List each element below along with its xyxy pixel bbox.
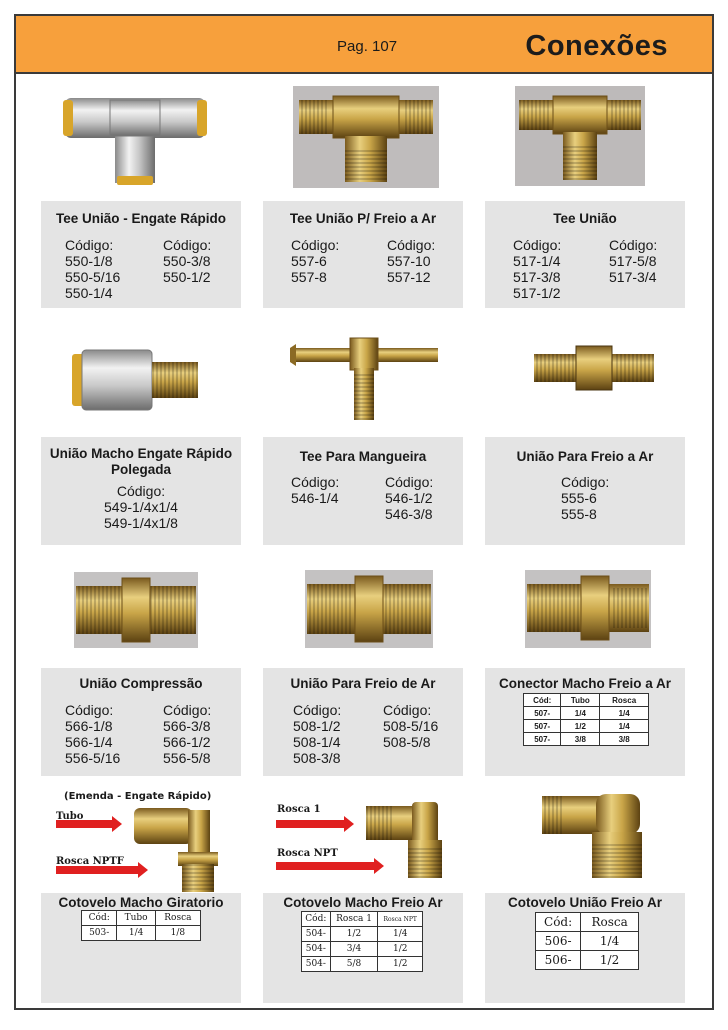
code-label: Código:: [387, 237, 436, 253]
code-value: 550-3/8: [163, 253, 211, 269]
table-header: Cód:: [82, 911, 117, 926]
table-cell: 3/8: [600, 733, 649, 746]
product-photo-conector-macho: [525, 570, 651, 648]
product-title: Cotovelo Macho Freio Ar: [283, 895, 443, 910]
table-cell: 1/2: [581, 951, 639, 970]
code-label: Código:: [513, 237, 562, 253]
product-card-503: [41, 893, 241, 1003]
code-value: 546-1/4: [291, 490, 339, 506]
code-value: 550-5/16: [65, 269, 121, 285]
code-value: 517-3/8: [513, 269, 561, 285]
code-value: 517-3/4: [609, 269, 657, 285]
code-value: 508-3/8: [293, 750, 341, 766]
table-header-row: [302, 912, 423, 927]
table-row: [524, 707, 649, 720]
code-column-left: [65, 237, 120, 301]
code-label: Código:: [65, 237, 114, 253]
code-value: 508-1/4: [293, 734, 341, 750]
code-column-right: [385, 474, 433, 522]
code-value: 556-5/16: [65, 750, 121, 766]
table-header: Cód:: [524, 694, 561, 707]
product-card-517: [485, 201, 685, 308]
product-card-550: [41, 201, 241, 308]
product-photo-tee-engate: [55, 88, 215, 193]
table-cell: 503-: [82, 926, 117, 941]
code-value: 566-1/8: [65, 718, 113, 734]
table-cell: 504-: [302, 957, 331, 972]
table-header: Rosca 1: [330, 912, 378, 927]
table-cell: 1/2: [378, 957, 423, 972]
product-card-508: [263, 668, 463, 776]
product-card-506: [485, 893, 685, 1003]
code-column-right: [163, 237, 211, 285]
table-cell: 1/4: [581, 932, 639, 951]
code-value: 549-1/4x1/8: [104, 515, 178, 531]
code-column-right: [609, 237, 657, 285]
table-header-row: [82, 911, 201, 926]
table-cell: 3/8: [561, 733, 600, 746]
arrow-icon: [276, 858, 384, 874]
code-value: 517-1/2: [513, 285, 561, 301]
code-column-left: [65, 702, 120, 766]
product-photo-uniao-freio-de-ar: [305, 570, 433, 648]
table-row: [524, 733, 649, 746]
annotation-rosca-npt: Rosca NPT: [277, 848, 338, 859]
table-cell: 1/4: [378, 927, 423, 942]
spec-table: [535, 912, 639, 970]
code-column-right: [387, 237, 435, 285]
table-row: [524, 720, 649, 733]
code-value: 557-6: [291, 253, 327, 269]
product-title: União Compressão: [79, 676, 203, 691]
product-title: União Para Freio a Ar: [516, 449, 654, 464]
table-cell: 504-: [302, 927, 331, 942]
code-column-right: [383, 702, 438, 750]
code-label: Código:: [65, 702, 114, 718]
code-label: Código:: [561, 474, 610, 490]
product-photo-tee-uniao: [515, 86, 645, 186]
spec-table: [301, 911, 423, 972]
code-column-left: [291, 474, 339, 506]
table-cell: 1/2: [378, 942, 423, 957]
code-value: 557-8: [291, 269, 327, 285]
annotation-tubo: Tubo: [56, 811, 84, 822]
annotation-rosca-nptf: Rosca NPTF: [56, 856, 124, 867]
table-header: Rosca NPT: [378, 912, 423, 927]
product-photo-cotovelo-freio: [274, 800, 444, 880]
code-value: 508-1/2: [293, 718, 341, 734]
table-header: Rosca: [155, 911, 200, 926]
product-title: Tee Para Mangueira: [299, 449, 427, 464]
code-column: [41, 483, 241, 531]
code-label: Código:: [291, 237, 340, 253]
code-column-left: [293, 702, 341, 766]
code-value: 557-10: [387, 253, 431, 269]
table-row: [302, 957, 423, 972]
product-card-566: [41, 668, 241, 776]
table-header: Rosca: [600, 694, 649, 707]
annotation-emenda: (Emenda - Engate Rápido): [64, 791, 212, 802]
table-cell: 1/4: [600, 720, 649, 733]
arrow-icon: [56, 862, 148, 878]
code-value: 556-5/8: [163, 750, 211, 766]
page-title: Conexões: [525, 30, 668, 62]
code-value: 555-6: [561, 490, 597, 506]
product-card-549: [41, 437, 241, 545]
page-number: Pag. 107: [337, 38, 398, 55]
code-value: 508-5/16: [383, 718, 439, 734]
code-value: 557-12: [387, 269, 431, 285]
table-cell: 507-: [524, 707, 561, 720]
code-label: Código:: [383, 702, 432, 718]
table-cell: 1/4: [561, 707, 600, 720]
table-cell: 1/4: [600, 707, 649, 720]
code-column-left: [513, 237, 561, 301]
code-value: 546-3/8: [385, 506, 433, 522]
table-row: [302, 942, 423, 957]
product-title: Conector Macho Freio a Ar: [498, 676, 672, 691]
product-card-557: [263, 201, 463, 308]
table-cell: 507-: [524, 733, 561, 746]
product-title: Cotovelo Macho Giratorio: [58, 895, 224, 910]
spec-table: [81, 910, 201, 941]
product-photo-cotovelo-giratorio: [52, 804, 242, 894]
table-header: Cód:: [536, 913, 581, 932]
code-label: Código:: [163, 702, 212, 718]
table-header: Cód:: [302, 912, 331, 927]
product-card-504: [263, 893, 463, 1003]
product-title: Cotovelo União Freio Ar: [507, 895, 662, 910]
table-header: Tubo: [117, 911, 155, 926]
annotation-rosca1: Rosca 1: [277, 804, 321, 815]
table-cell: 5/8: [330, 957, 378, 972]
product-photo-tee-freio: [293, 86, 439, 188]
code-column-right: [163, 702, 211, 766]
code-label: Código:: [291, 474, 340, 490]
code-value: 546-1/2: [385, 490, 433, 506]
product-photo-uniao-macho: [68, 344, 202, 424]
product-title: União Para Freio de Ar: [290, 676, 436, 691]
product-title: Tee União P/ Freio a Ar: [289, 211, 437, 226]
table-cell: 1/2: [561, 720, 600, 733]
code-value: 566-3/8: [163, 718, 211, 734]
table-cell: 1/4: [117, 926, 155, 941]
code-label: Código:: [609, 237, 658, 253]
code-label: Código:: [293, 702, 342, 718]
product-photo-uniao-freio: [532, 342, 656, 394]
code-label: Código:: [385, 474, 434, 490]
code-value: 566-1/4: [65, 734, 113, 750]
product-title: Tee União: [553, 211, 617, 226]
product-card-507: [485, 668, 685, 776]
table-cell: 506-: [536, 932, 581, 951]
code-value: 517-5/8: [609, 253, 657, 269]
table-row: [82, 926, 201, 941]
code-label: Código:: [163, 237, 212, 253]
spec-table: [523, 693, 649, 746]
product-card-546: [263, 437, 463, 545]
table-cell: 1/2: [330, 927, 378, 942]
table-row: [536, 951, 639, 970]
arrow-icon: [56, 816, 122, 832]
table-cell: 1/8: [155, 926, 200, 941]
table-row: [536, 932, 639, 951]
product-card-555: [485, 437, 685, 545]
product-photo-tee-mangueira: [288, 322, 440, 422]
code-column-left: [291, 237, 339, 285]
product-title: Tee União - Engate Rápido: [55, 211, 226, 226]
table-cell: 507-: [524, 720, 561, 733]
arrow-icon: [276, 816, 354, 832]
code-column: [561, 474, 609, 522]
table-cell: 506-: [536, 951, 581, 970]
code-value: 549-1/4x1/4: [104, 499, 178, 515]
table-header-row: [524, 694, 649, 707]
code-value: 566-1/2: [163, 734, 211, 750]
product-photo-cotovelo-uniao: [540, 792, 644, 880]
product-photo-uniao-compressao: [74, 572, 198, 648]
table-header-row: [536, 913, 639, 932]
table-header: Tubo: [561, 694, 600, 707]
product-title: União Macho Engate Rápido Polegada: [49, 446, 233, 477]
code-label: Código:: [116, 483, 166, 499]
code-value: 508-5/8: [383, 734, 431, 750]
table-header: Rosca: [581, 913, 639, 932]
code-value: 550-1/2: [163, 269, 211, 285]
table-cell: 504-: [302, 942, 331, 957]
code-value: 550-1/8: [65, 253, 113, 269]
code-value: 550-1/4: [65, 285, 113, 301]
code-value: 555-8: [561, 506, 597, 522]
code-value: 517-1/4: [513, 253, 561, 269]
table-row: [302, 927, 423, 942]
table-cell: 3/4: [330, 942, 378, 957]
